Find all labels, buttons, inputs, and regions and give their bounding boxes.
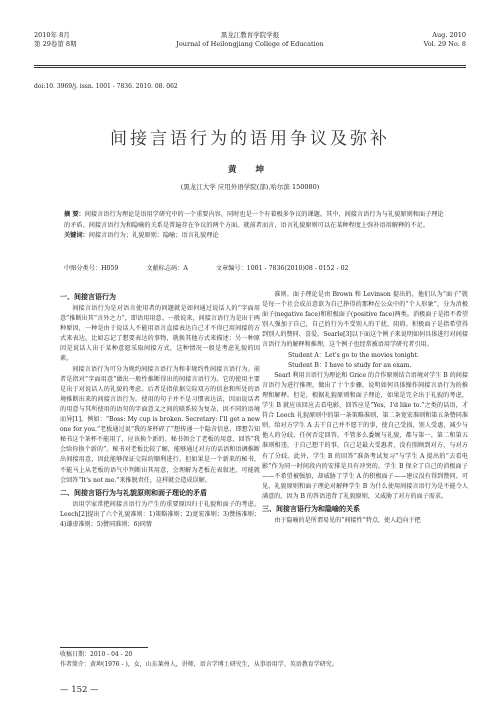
abstract bbox=[64, 210, 448, 242]
header-date: 2010年 8月 bbox=[34, 31, 70, 39]
left-column bbox=[60, 290, 260, 530]
footnote-rule bbox=[60, 647, 148, 648]
paragraph: 间接言语行为是对语言使用者的问题就是如何通过说话人的“字面用意”推断出其“言外之力”，即语用用意。一般说来，间接言语行为是出于两种原因，一种是由于说话人不能用语言直接表达自己才不得已用间接的方式来表达，比如忘记了想要表达的事物，就换其他方式来描述；另一种原因是说话人出于某种意愿采取间接方式，这种情况一般是考虑礼貌的因素。 bbox=[60, 305, 260, 363]
header-date-en: Aug. 2010 bbox=[432, 31, 466, 39]
document-code: 文献标志码：A bbox=[146, 265, 188, 272]
example-line-a: Student A：Let's go to the movies tonight. bbox=[288, 351, 419, 359]
classification-line bbox=[64, 263, 460, 272]
paragraph: 由于隐喻的是所谓易见的“间接性”特点，使人趋向于把 bbox=[274, 516, 421, 524]
example-line-b: Student B：I have to study for an exam. bbox=[288, 361, 412, 369]
page-number: — 152 — bbox=[60, 685, 99, 695]
header-rule-bottom bbox=[34, 67, 466, 68]
journal-name-en: Journal of Heilongjiang College of Education bbox=[176, 40, 324, 48]
paragraph: 语用学家常把间接言语行为产生的重要原因归于礼貌和面子的考虑。Leech[2]提出了六个礼貌准则：1)策略准则；2)宽宏准则；3)赞扬准则；4)谦虚准则；5)赞同准则；6)同情 bbox=[60, 500, 260, 528]
author-bio: 作者简介：黄坤(1976 - )，女，山东莱州人，讲师，语言学博士研究生，从事语用学、英语教育学研究。 bbox=[60, 661, 338, 668]
header-volume: 第 29卷第 8期 bbox=[34, 40, 77, 48]
abstract-label: 摘 要： bbox=[64, 211, 85, 218]
journal-name-cn: 黑龙江教育学院学报 bbox=[220, 31, 280, 39]
clc-number: 中图分类号：H059 bbox=[64, 265, 119, 272]
keywords-label: 关键词： bbox=[64, 232, 89, 240]
article-title: 间接言语行为的语用争议及弥补 bbox=[110, 129, 390, 149]
paragraph: 准则。面子理论是由 Brown 和 Levinson 提出的，他们认为“面子”就是每一个社会成员意欲为自己挣得的那种在公众中的“个人形象”，分为消极面子(negative face)和积极面子(positive face)两类。消极面子是指不希望别人强加于自己，自己的行为不受别人的干扰、阻碍。积极面子是指希望得到别人的赞同、喜爱。Searle[3]以下面这个例子来说明如何具体进行对间接言语行为的解释和推理，这个例子也经常被语用学研究者引用。 bbox=[262, 291, 468, 349]
footnotes bbox=[60, 650, 464, 670]
article-number: 文章编号：1001 - 7836(2010)08 - 0152 - 02 bbox=[215, 265, 349, 272]
paragraph: Searl 利用言语行为理论和 Grice 的合作原则结合语境对学生 B 的间接言语行为进行推理，做出了十个步骤，说明如何具体操作间接言语行为的推理和解释。但是，根据礼貌原则和面子理论，如果是完全出于礼貌的考虑，学生 B 就应该回应去看电影，回答应是“Yes，I'd like to.”之类的话语，才符合 Leech 礼貌原则中的第一条策略准则、第二条宽宏准则和第五条赞同准则，给对方学生 A 去干自己并不愿干的事，使自己受损，别人受惠，减少与他人的分歧，任何否定回答，不管多么委婉与礼貌，都与第一、第二和第五准则相违，于自己想干的事，自己是最大受惠者，没有照顾到对方，与对方有了分歧。此外，学生 B 的回答“准备考试复习”与学生 A 提出的“去看电影”作为同一时间段内的安排是具有冲突的，学生 B 保全了自己的消极面子——不希望被强加，却威胁了学生 A 的积极面子——建议没有得到赞同。可见，礼貌原则和面子理论对解释学生 B 为什么使用间接言语行为是不能令人满意的，因为 B 的答语违背了礼貌原则，又威胁了对方的面子需求。 bbox=[262, 371, 468, 500]
received-date: 收稿日期：2010 - 04 - 20 bbox=[60, 651, 133, 658]
header-volume-en: Vol. 29 No. 8 bbox=[423, 40, 466, 48]
keywords-text: 间接言语行为；礼貌原则；隐喻；语言礼貌理论 bbox=[88, 232, 219, 240]
author-name: 黄 坤 bbox=[228, 165, 272, 175]
right-column bbox=[262, 290, 468, 526]
header-right bbox=[424, 31, 466, 49]
section-heading-1: 一、间接言语行为 bbox=[60, 292, 116, 301]
header-center bbox=[34, 31, 466, 49]
section-heading-3: 三、间接言语行为和隐喻的关系 bbox=[262, 503, 360, 513]
abstract-text: 间接言语行为理论是语用学研究中的一个重要内容，同时也是一个有着极多争议的课题。其中，间接言语行为与礼貌原则和面子理论的矛盾、间接言语行为和隐喻的关系是普遍存在争议的两个方面。就前者而言，语言礼貌原则可以在某种程度上弥补语用解释的不足。 bbox=[64, 211, 444, 229]
section-heading-2: 二、间接言语行为与礼貌原则和面子理论的矛盾 bbox=[60, 487, 207, 497]
doi: doi:10. 3969/j. issn. 1001 - 7836. 2010. 08. 062 bbox=[34, 83, 178, 90]
paragraph: 间接言语行为可分为规约间接言语行为和非规约性间接言语行为。前者是指对“字面用意”做出一般性推断得出的间接言语行为。它的使用主要是出于对说话人的礼貌的考虑。后者是指依据交际双方的信息和所处的语境推断出来的间接言语行为。使用的句子并不是习惯表达法，因而说话者的用意与其所使用的语句的字面意义之间的联系较为复杂，因不同的语境而异[1]。例如：“Boss: My cup is broken. Secretary: I'll get a new one for you.”老板通过说“我的茶杯碎了”想传递一个隐含信息，即想告知秘书这个茶杯不能用了，应该换个新的。秘书领会了老板的用意，回答“我会给你换个新的”。秘书对老板比较了解，能够通过对方的话语和语调推断出间接用意，因此能够保证交际的顺利进行。但如果是一个新来的秘书，不能马上从老板的语气中判断出其用意，会理解为老板在表叙述，可能就会回答“It's not me.”来推脱责任，这样就会造成误解。 bbox=[60, 365, 260, 484]
header-rule-top bbox=[34, 65, 466, 66]
running-header bbox=[34, 31, 466, 63]
affiliation: (黑龙江大学 应用外语学院(部),哈尔滨 150080) bbox=[180, 183, 320, 191]
